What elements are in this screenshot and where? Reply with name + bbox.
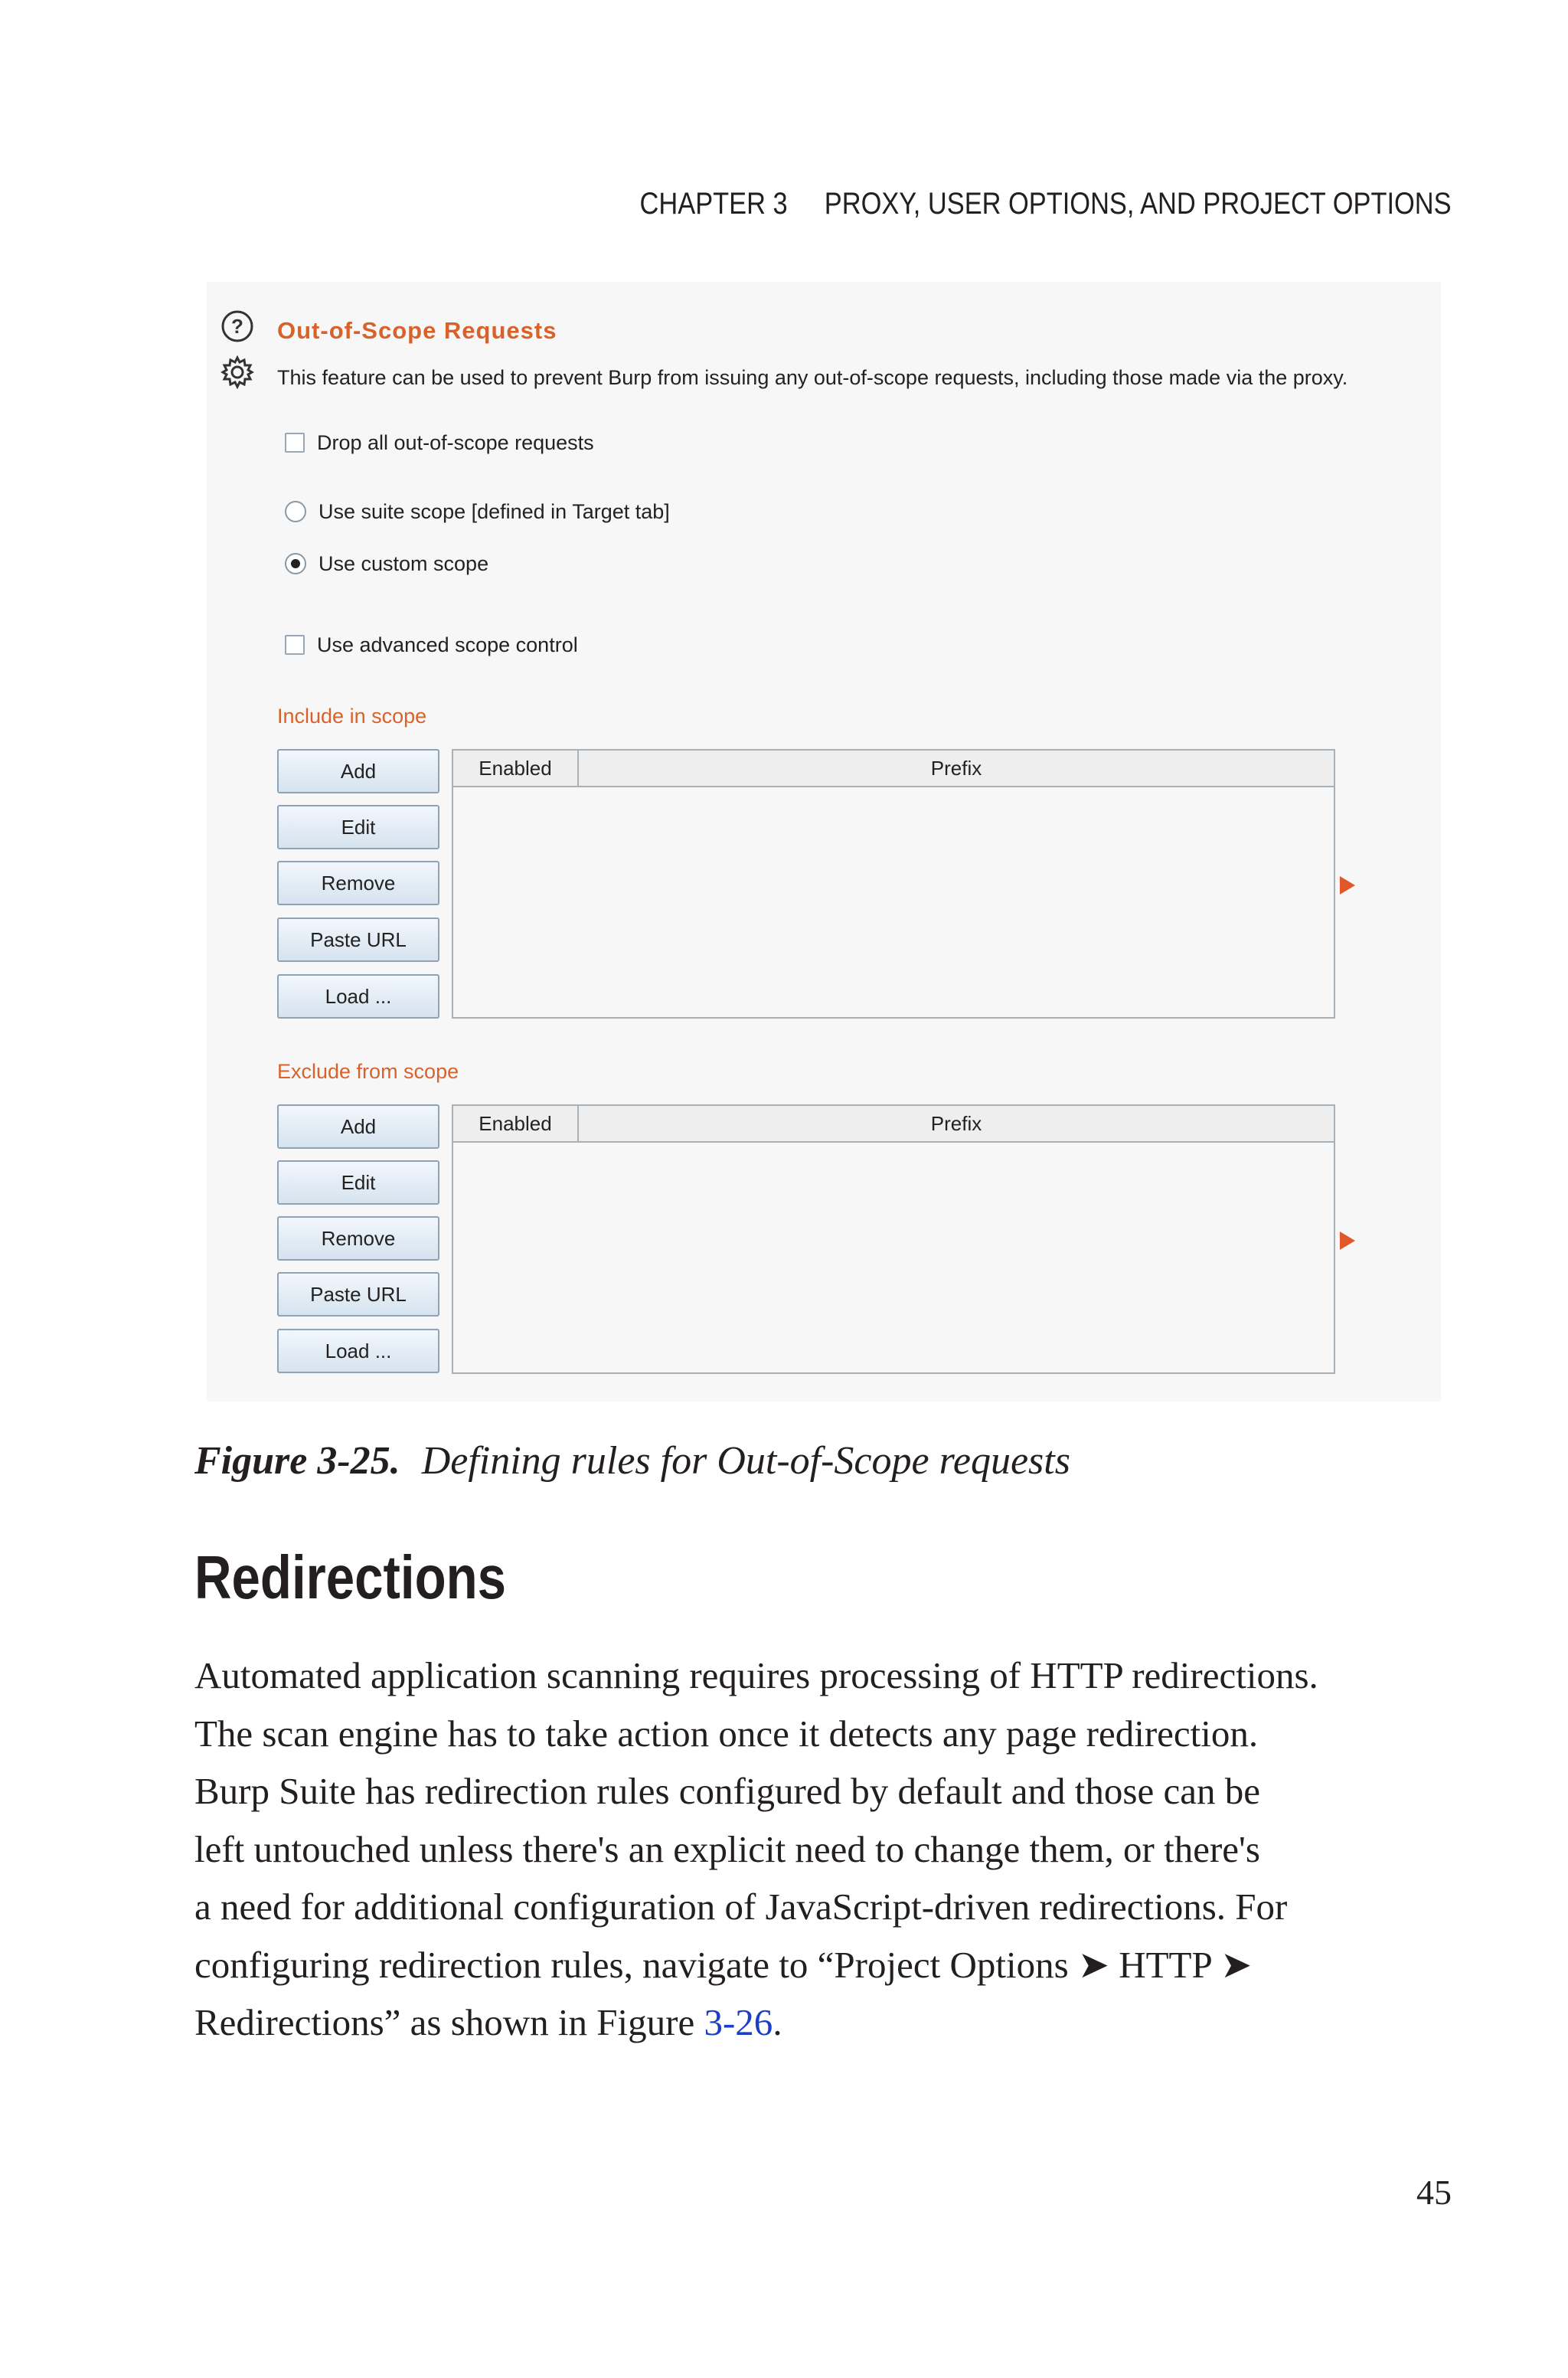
figure-reference-link[interactable]: 3-26 (704, 2001, 773, 2043)
column-enabled[interactable]: Enabled (453, 1106, 579, 1141)
figure-caption-text: Defining rules for Out-of-Scope requests (421, 1439, 1070, 1483)
custom-scope-radio[interactable] (285, 550, 488, 577)
last-line-text: Redirections” as shown in Figure (194, 2001, 704, 2043)
table-header (453, 751, 1334, 787)
table-header (453, 1106, 1334, 1143)
radio-button-selected[interactable] (285, 553, 306, 574)
exclude-load-button[interactable]: Load ... (277, 1329, 439, 1373)
section-heading: Redirections (194, 1543, 507, 1611)
exclude-edit-button[interactable]: Edit (277, 1160, 439, 1205)
radio-button[interactable] (285, 501, 306, 522)
exclude-remove-button[interactable]: Remove (277, 1216, 439, 1261)
exclude-paste-url-button[interactable]: Paste URL (277, 1272, 439, 1317)
running-head-chapter: CHAPTER 3 (639, 187, 789, 221)
gear-icon[interactable] (220, 355, 254, 389)
include-add-button[interactable]: Add (277, 749, 439, 793)
running-head (640, 187, 1452, 225)
column-enabled[interactable]: Enabled (453, 751, 579, 786)
expand-arrow-icon[interactable] (1340, 1232, 1355, 1250)
exclude-scope-table[interactable] (452, 1104, 1335, 1374)
custom-scope-label: Use custom scope (318, 551, 489, 575)
paragraph-line: The scan engine has to take action once it detects any page redirection. (194, 1712, 1259, 1755)
checkbox-box[interactable] (285, 433, 305, 453)
advanced-scope-label: Use advanced scope control (317, 633, 578, 656)
paragraph-line: a need for additional configuration of JavaScript-driven redirections. For (194, 1886, 1288, 1928)
checkbox-box[interactable] (285, 635, 305, 655)
column-prefix[interactable]: Prefix (930, 1111, 982, 1135)
paragraph-line: configuring redirection rules, navigate to “Project Options ➤ HTTP ➤ (194, 1943, 1253, 1986)
expand-arrow-icon[interactable] (1340, 876, 1355, 895)
drop-all-checkbox[interactable] (285, 429, 594, 456)
help-icon[interactable] (220, 309, 254, 343)
suite-scope-label: Use suite scope [defined in Target tab] (318, 499, 670, 523)
exclude-add-button[interactable]: Add (277, 1104, 439, 1149)
paragraph-line: left untouched unless there's an explicit need to change them, or there's (194, 1827, 1260, 1870)
running-head-title: PROXY, USER OPTIONS, AND PROJECT OPTIONS (825, 187, 1452, 221)
column-prefix[interactable]: Prefix (930, 756, 982, 780)
include-edit-button[interactable]: Edit (277, 805, 439, 849)
section-title: Out-of-Scope Requests (277, 317, 557, 344)
include-load-button[interactable]: Load ... (277, 974, 439, 1019)
exclude-scope-label: Exclude from scope (277, 1060, 459, 1083)
include-scope-label: Include in scope (277, 705, 427, 728)
advanced-scope-checkbox[interactable] (285, 631, 578, 659)
include-paste-url-button[interactable]: Paste URL (277, 918, 439, 962)
screenshot-panel (207, 282, 1441, 1402)
paragraph-line: Automated application scanning requires processing of HTTP redirections. (194, 1654, 1318, 1696)
suite-scope-radio[interactable] (285, 498, 670, 525)
svg-text:?: ? (231, 315, 243, 338)
include-remove-button[interactable]: Remove (277, 861, 439, 905)
last-line-period: . (773, 2001, 782, 2043)
section-description: This feature can be used to prevent Burp from issuing any out-of-scope requests, including those made via the proxy. (277, 366, 1348, 389)
page-number: 45 (1416, 2173, 1452, 2212)
figure-caption (194, 1438, 1070, 1483)
paragraph-line-last (194, 1994, 1496, 2052)
drop-all-label: Drop all out-of-scope requests (317, 430, 594, 454)
include-scope-table[interactable] (452, 749, 1335, 1019)
body-paragraph (194, 1647, 1496, 2052)
paragraph-line: Burp Suite has redirection rules configured by default and those can be (194, 1770, 1260, 1812)
figure-number: Figure 3-25. (194, 1439, 400, 1483)
